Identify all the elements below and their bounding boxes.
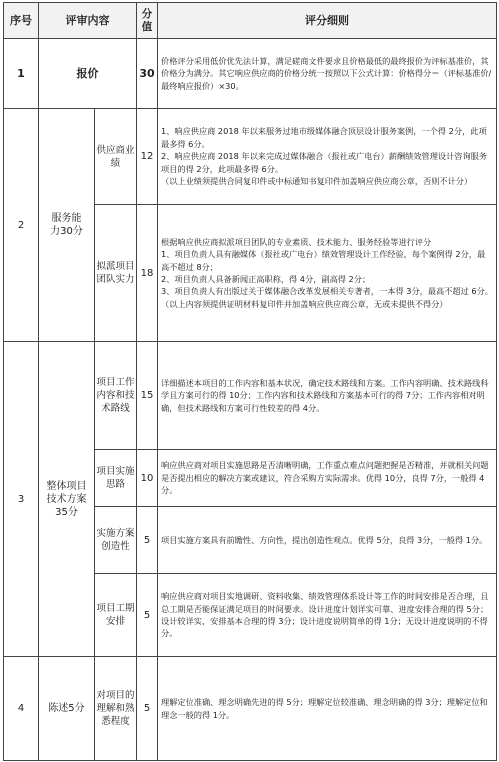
table-row <box>4 39 497 109</box>
row4-content: 陈述5分 <box>39 657 95 761</box>
row1-content: 报价 <box>39 39 137 109</box>
row3c-score: 5 <box>137 507 158 574</box>
row3b-score: 10 <box>137 450 158 507</box>
table-row <box>4 109 497 205</box>
row1-seq: 1 <box>4 39 39 109</box>
row3d-sub: 项目工期安排 <box>95 574 137 657</box>
row1-score: 30 <box>137 39 158 109</box>
row1-detail: 价格评分采用低价优先法计算，满足磋商文件要求且价格最低的最终报价为评标基准价，其价格分为满分。其它响应供应商的价格分统一按照以下公式计算：价格得分＝（评标基准价/最终响应报价）×30。 <box>158 39 497 109</box>
header-row <box>4 3 497 39</box>
header-seq: 序号 <box>4 3 39 39</box>
row3a-sub: 项目工作内容和技术路线 <box>95 342 137 450</box>
row4-detail: 理解定位准确、理念明确先进的得 5分；理解定位较准确、理念明确的得 3分；理解定位和理念一般的得 1分。 <box>158 657 497 761</box>
row3d-score: 5 <box>137 574 158 657</box>
row3c-detail: 项目实施方案具有前瞻性、方向性，提出创造性观点。优得 5分，良得 3分，一般得 1分。 <box>158 507 497 574</box>
row2a-score: 12 <box>137 109 158 205</box>
table-row <box>4 342 497 450</box>
row3a-detail: 详细描述本项目的工作内容和基本状况，确定技术路线和方案。工作内容明确、技术路线科学且方案可行的得 10分；工作内容和技术路线和方案基本可行的得 7分；工作内容相对明确，但技术路线和方案可行性较差的得 4分。 <box>158 342 497 450</box>
row2a-sub: 供应商业绩 <box>95 109 137 205</box>
table-row <box>4 657 497 761</box>
row2b-score: 18 <box>137 205 158 342</box>
row4-sub: 对项目的理解和熟悉程度 <box>95 657 137 761</box>
row4-score: 5 <box>137 657 158 761</box>
header-content: 评审内容 <box>39 3 137 39</box>
row4-seq: 4 <box>4 657 39 761</box>
scoring-table <box>3 2 497 761</box>
row3b-sub: 项目实施思路 <box>95 450 137 507</box>
row3c-sub: 实施方案创造性 <box>95 507 137 574</box>
row2a-detail: 1、响应供应商 2018 年以来服务过地市级媒体融合顶层设计服务案例，一个得 2分，此项最多得 6分。 2、响应供应商 2018 年以来完成过媒体融合（报社或广电台）薪酬绩效管理设计咨询服务项目的得 2分，此项最多得 6分。 （以上业绩须提供合同复印件或中标通知书复印件加盖响应供应商公章，否则不计分） <box>158 109 497 205</box>
header-detail: 评分细则 <box>158 3 497 39</box>
header-score: 分值 <box>137 3 158 39</box>
row2b-sub: 拟派项目团队实力 <box>95 205 137 342</box>
row3b-detail: 响应供应商对项目实施思路是否清晰明确，工作重点难点问题把握是否精准，并就相关问题是否提出相应的解决方案或建议，符合采购方实际需求。优得 10分，良得 7分，一般得 4分。 <box>158 450 497 507</box>
row3-content: 整体项目技术方案35分 <box>39 342 95 657</box>
row2-seq: 2 <box>4 109 39 342</box>
row3a-score: 15 <box>137 342 158 450</box>
row2b-detail: 根据响应供应商拟派项目团队的专业素质、技术能力、服务经验等进行评分 1、项目负责人具有融媒体（报社或广电台）绩效管理设计工作经验，每个案例得 2分，最高不超过 8分； 2、项目负责人具备新闻正高职称，得 4分，副高得 2分； 3、项目负责人有出版过关于媒体融合改革发展相关专著者，一本得 3分，最高不超过 6分。 （以上内容须提供证明材料复印件并加盖响应供应商公章，无或未提供不得分） <box>158 205 497 342</box>
row3-seq: 3 <box>4 342 39 657</box>
row3d-detail: 响应供应商对项目实地调研、资料收集、绩效管理体系设计等工作的时间安排是否合理，且总工期是否能保证满足项目的时间要求。设计进度计划详实可靠、进度安排合理的得 5分；设计较详实，安排基本合理的得 3分；设计进度说明简单的得 1分；无设计进度说明的不得分。 <box>158 574 497 657</box>
row2-content: 服务能力30分 <box>39 109 95 342</box>
